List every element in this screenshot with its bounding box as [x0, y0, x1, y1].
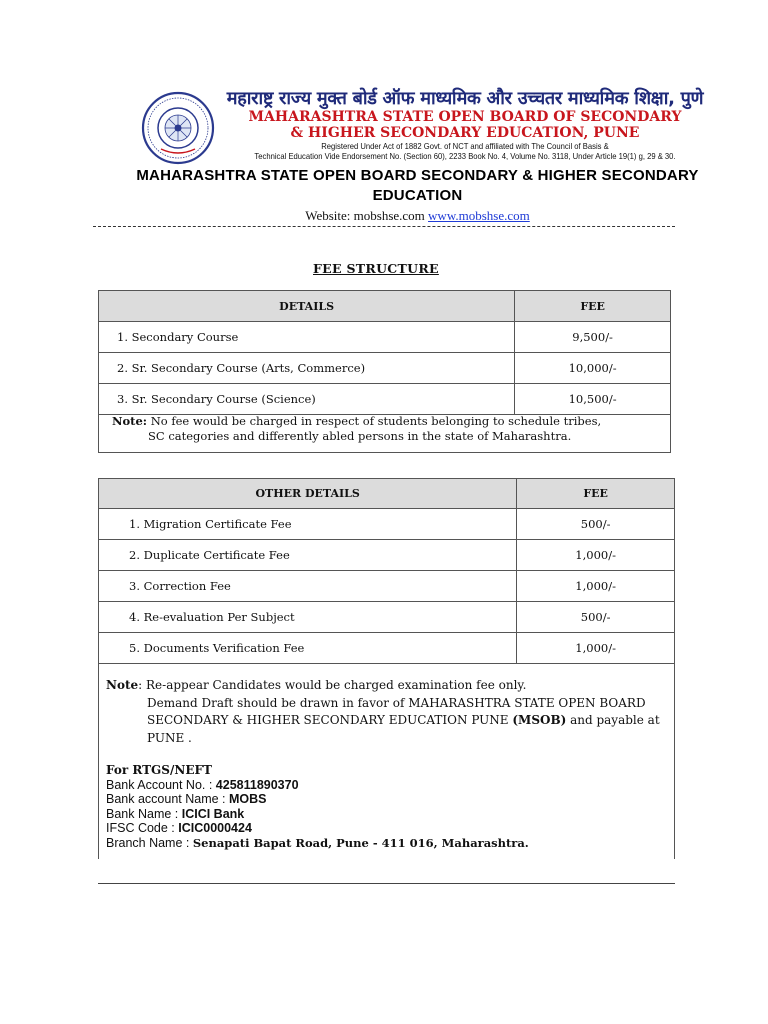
payment-note-line3-text: SECONDARY & HIGHER SECONDARY EDUCATION PUNE: [147, 713, 513, 727]
bank-details: [106, 763, 671, 851]
account-name-line: [106, 792, 671, 807]
account-name: MOBS: [228, 792, 267, 807]
table-header-row: [99, 479, 675, 509]
board-name-english-line1: MAHARASHTRA STATE OPEN BOARD OF SECONDARY: [248, 109, 682, 125]
row-fee: 500/-: [517, 509, 675, 540]
fee-structure-heading: FEE STRUCTURE: [313, 261, 439, 276]
payment-note-line1: : Re-appear Candidates would be charged examination fee only.: [138, 678, 527, 692]
account-number-line: [106, 778, 671, 793]
payment-note-label: Note: [106, 678, 139, 692]
note-line1: No fee would be charged in respect of students belonging to schedule tribes,: [150, 414, 602, 428]
ifsc-code: ICIC0000424: [178, 821, 252, 836]
row-fee: 9,500/-: [515, 322, 671, 353]
table-row: [99, 509, 675, 540]
row-fee: 1,000/-: [517, 571, 675, 602]
account-name-label: Bank account Name :: [106, 792, 229, 807]
website-line: [80, 208, 755, 224]
table-row: [99, 602, 675, 633]
row-fee: 10,500/-: [515, 384, 671, 415]
course-fee-table: [98, 290, 671, 415]
branch-label: Branch Name :: [106, 835, 193, 850]
ifsc-label: IFSC Code :: [106, 821, 179, 836]
board-seal-logo: [141, 91, 215, 165]
bank-name: ICICI Bank: [181, 806, 245, 821]
bank-name-label: Bank Name :: [106, 806, 182, 821]
board-name-english-line2: & HIGHER SECONDARY EDUCATION, PUNE: [290, 125, 640, 141]
table-row: [99, 322, 671, 353]
registration-line2: Technical Education Vide Endorsement No. (Section 60), 2233 Book No. 4, Volume No. 3118, Under Article 19(1) g, 29 & 30.: [254, 151, 676, 161]
table-row: [99, 353, 671, 384]
table-header-row: [99, 291, 671, 322]
payment-note: [106, 677, 671, 747]
row-detail: 3. Sr. Secondary Course (Science): [99, 384, 515, 415]
fee-column-header: FEE: [517, 479, 675, 509]
note-line2: SC categories and differently abled persons in the state of Maharashtra.: [148, 429, 572, 443]
other-fee-table: [98, 478, 675, 664]
row-fee: 10,000/-: [515, 353, 671, 384]
account-number: 425811890370: [215, 777, 299, 792]
row-fee: 1,000/-: [517, 633, 675, 664]
ifsc-line: [106, 821, 671, 836]
account-number-label: Bank Account No. :: [106, 777, 216, 792]
table-row: [99, 571, 675, 602]
registration-line1: Registered Under Act of 1882 Govt. of NCT and affiliated with The Council of Basis &: [321, 141, 609, 151]
website-link[interactable]: www.mobshse.com: [428, 208, 530, 223]
table-row: [99, 384, 671, 415]
branch-line: [106, 836, 671, 851]
payment-note-line4: PUNE .: [147, 730, 192, 745]
row-detail: 2. Duplicate Certificate Fee: [99, 540, 517, 571]
table-row: [99, 540, 675, 571]
row-detail: 3. Correction Fee: [99, 571, 517, 602]
website-label: Website: mobshse.com: [305, 208, 425, 223]
dashed-divider: [93, 226, 675, 227]
row-detail: 2. Sr. Secondary Course (Arts, Commerce): [99, 353, 515, 384]
page-title-line2: EDUCATION: [372, 187, 463, 204]
fee-column-header: FEE: [515, 291, 671, 322]
row-detail: 5. Documents Verification Fee: [99, 633, 517, 664]
payment-note-line3-tail: and payable at: [566, 713, 660, 727]
branch-name: Senapati Bapat Road, Pune - 411 016, Maharashtra.: [192, 835, 529, 850]
fee-exemption-note: [98, 411, 671, 453]
details-column-header: DETAILS: [99, 291, 515, 322]
payment-note-line2: Demand Draft should be drawn in favor of MAHARASHTRA STATE OPEN BOARD: [147, 695, 646, 710]
bottom-divider: [98, 883, 675, 884]
row-detail: 1. Migration Certificate Fee: [99, 509, 517, 540]
other-details-column-header: OTHER DETAILS: [99, 479, 517, 509]
bank-name-line: [106, 807, 671, 822]
msob-abbreviation: (MSOB): [512, 713, 567, 727]
row-detail: 1. Secondary Course: [99, 322, 515, 353]
payment-note-line3: [106, 712, 671, 730]
row-detail: 4. Re-evaluation Per Subject: [99, 602, 517, 633]
row-fee: 1,000/-: [517, 540, 675, 571]
bank-heading: For RTGS/NEFT: [106, 763, 212, 777]
row-fee: 500/-: [517, 602, 675, 633]
note-label: Note:: [112, 414, 148, 428]
board-name-hindi: महाराष्ट्र राज्य मुक्त बोर्ड ऑफ माध्यमिक और उच्चतर माध्यमिक शिक्षा, पुणे: [226, 88, 704, 109]
page-title-line1: MAHARASHTRA STATE OPEN BOARD SECONDARY & HIGHER SECONDARY: [136, 167, 699, 184]
